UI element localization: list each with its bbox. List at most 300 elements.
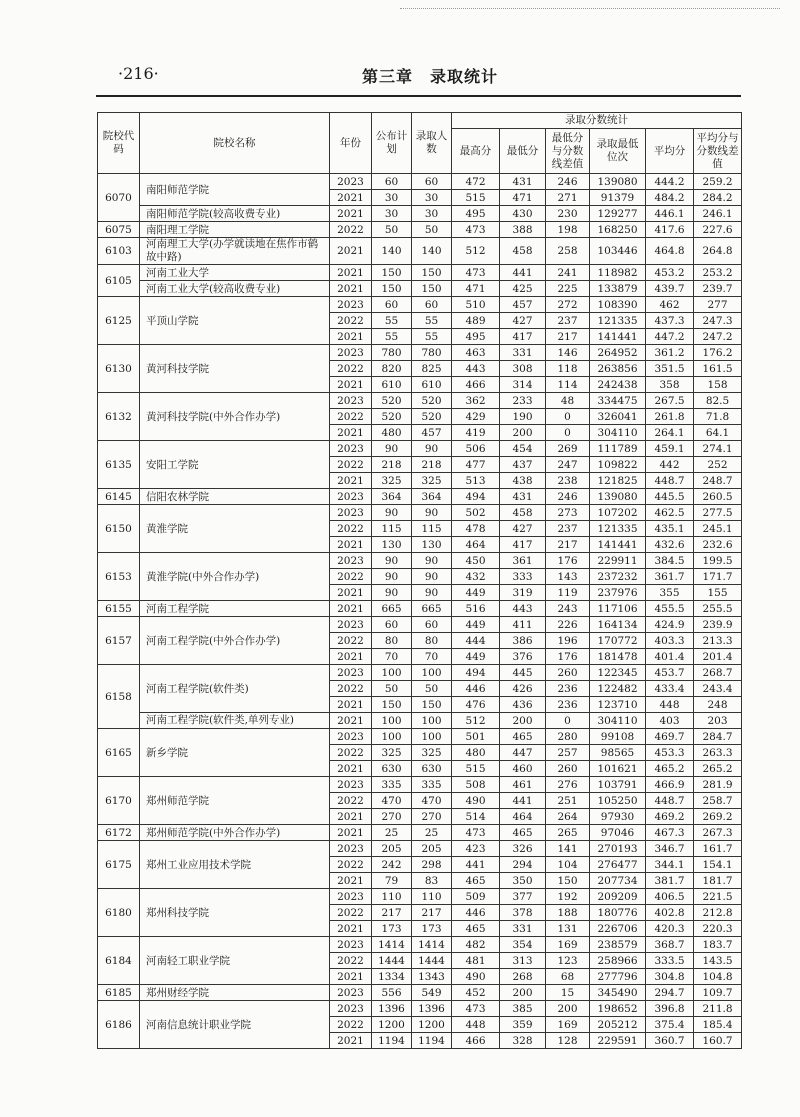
- cell-school-name: 南阳师范学院(较高收费专业): [140, 206, 330, 222]
- cell-school-name: 新乡学院: [140, 729, 330, 777]
- cell-min-diff: 118: [546, 361, 590, 377]
- cell-min-rank: 101621: [590, 761, 646, 777]
- cell-admitted: 130: [412, 537, 452, 553]
- cell-avg: 368.7: [646, 937, 694, 953]
- cell-avg: 375.4: [646, 1017, 694, 1033]
- cell-min: 377: [500, 889, 546, 905]
- cell-year: 2023: [330, 617, 372, 633]
- cell-plan: 480: [372, 425, 412, 441]
- cell-year: 2021: [330, 206, 372, 222]
- table-row: [98, 729, 742, 745]
- cell-min: 447: [500, 745, 546, 761]
- col-header-min-diff: 最低分与分数线差值: [546, 129, 590, 174]
- cell-avg: 420.3: [646, 921, 694, 937]
- table-row: [98, 206, 742, 222]
- cell-year: 2023: [330, 937, 372, 953]
- cell-avg: 448.7: [646, 793, 694, 809]
- cell-year: 2022: [330, 521, 372, 537]
- cell-plan: 780: [372, 345, 412, 361]
- cell-max: 449: [452, 649, 500, 665]
- cell-admitted: 110: [412, 889, 452, 905]
- cell-avg: 267.5: [646, 393, 694, 409]
- cell-min-diff: 141: [546, 841, 590, 857]
- cell-year: 2022: [330, 745, 372, 761]
- cell-plan: 60: [372, 617, 412, 633]
- cell-plan: 325: [372, 745, 412, 761]
- cell-year: 2023: [330, 777, 372, 793]
- cell-plan: 100: [372, 729, 412, 745]
- cell-admitted: 780: [412, 345, 452, 361]
- cell-year: 2023: [330, 393, 372, 409]
- cell-plan: 79: [372, 873, 412, 889]
- table-row: [98, 393, 742, 409]
- cell-avg-diff: 203: [694, 713, 742, 729]
- cell-plan: 242: [372, 857, 412, 873]
- cell-max: 450: [452, 553, 500, 569]
- cell-min-diff: 123: [546, 953, 590, 969]
- cell-avg: 467.3: [646, 825, 694, 841]
- table-row: [98, 297, 742, 313]
- cell-min-rank: 242438: [590, 377, 646, 393]
- table-row: [98, 713, 742, 729]
- cell-avg-diff: 248: [694, 697, 742, 713]
- page-number: ·216·: [118, 64, 159, 83]
- cell-avg: 462.5: [646, 505, 694, 521]
- cell-min: 385: [500, 1001, 546, 1017]
- cell-min-diff: 196: [546, 633, 590, 649]
- cell-avg-diff: 176.2: [694, 345, 742, 361]
- cell-plan: 1444: [372, 953, 412, 969]
- cell-avg: 439.7: [646, 281, 694, 297]
- cell-avg: 406.5: [646, 889, 694, 905]
- cell-plan: 150: [372, 265, 412, 281]
- cell-plan: 30: [372, 190, 412, 206]
- cell-avg-diff: 239.7: [694, 281, 742, 297]
- cell-min: 200: [500, 985, 546, 1001]
- cell-min-diff: 260: [546, 665, 590, 681]
- cell-year: 2021: [330, 969, 372, 985]
- cell-avg: 445.5: [646, 489, 694, 505]
- cell-avg: 455.5: [646, 601, 694, 617]
- cell-max: 444: [452, 633, 500, 649]
- cell-plan: 325: [372, 473, 412, 489]
- cell-admitted: 60: [412, 174, 452, 190]
- cell-plan: 665: [372, 601, 412, 617]
- cell-max: 446: [452, 681, 500, 697]
- cell-min-diff: 247: [546, 457, 590, 473]
- cell-min-rank: 108390: [590, 297, 646, 313]
- cell-min-rank: 107202: [590, 505, 646, 521]
- table-row: [98, 841, 742, 857]
- cell-min: 200: [500, 425, 546, 441]
- cell-min: 350: [500, 873, 546, 889]
- cell-min-rank: 263856: [590, 361, 646, 377]
- cell-min-diff: 265: [546, 825, 590, 841]
- cell-school-name: 黄河科技学院: [140, 345, 330, 393]
- cell-min-rank: 168250: [590, 222, 646, 238]
- cell-avg-diff: 201.4: [694, 649, 742, 665]
- cell-year: 2022: [330, 633, 372, 649]
- cell-plan: 520: [372, 393, 412, 409]
- cell-plan: 150: [372, 281, 412, 297]
- cell-min: 464: [500, 809, 546, 825]
- cell-year: 2022: [330, 857, 372, 873]
- table-row: [98, 222, 742, 238]
- cell-min-diff: 217: [546, 537, 590, 553]
- cell-admitted: 90: [412, 585, 452, 601]
- cell-min: 425: [500, 281, 546, 297]
- cell-min: 190: [500, 409, 546, 425]
- cell-min: 441: [500, 265, 546, 281]
- table-row: [98, 489, 742, 505]
- cell-min-diff: 258: [546, 238, 590, 265]
- cell-admitted: 100: [412, 665, 452, 681]
- cell-plan: 50: [372, 222, 412, 238]
- cell-min-rank: 122482: [590, 681, 646, 697]
- cell-min-diff: 143: [546, 569, 590, 585]
- cell-avg: 464.8: [646, 238, 694, 265]
- cell-code: 6070: [98, 174, 140, 222]
- cell-avg: 351.5: [646, 361, 694, 377]
- col-header-avg: 平均分: [646, 129, 694, 174]
- cell-min-diff: 230: [546, 206, 590, 222]
- cell-min-rank: 270193: [590, 841, 646, 857]
- cell-avg: 448: [646, 697, 694, 713]
- cell-min: 431: [500, 489, 546, 505]
- cell-min-rank: 205212: [590, 1017, 646, 1033]
- cell-plan: 90: [372, 441, 412, 457]
- table-row: [98, 665, 742, 681]
- cell-avg: 261.8: [646, 409, 694, 425]
- cell-max: 465: [452, 921, 500, 937]
- cell-plan: 90: [372, 553, 412, 569]
- cell-avg-diff: 221.5: [694, 889, 742, 905]
- cell-min-diff: 271: [546, 190, 590, 206]
- cell-plan: 556: [372, 985, 412, 1001]
- cell-max: 516: [452, 601, 500, 617]
- chapter-title: 第三章 录取统计: [362, 67, 499, 86]
- cell-min-rank: 209209: [590, 889, 646, 905]
- cell-year: 2021: [330, 537, 372, 553]
- cell-plan: 1200: [372, 1017, 412, 1033]
- col-header-code: 院校代码: [98, 113, 140, 174]
- col-header-min-rank: 录取最低位次: [590, 129, 646, 174]
- cell-year: 2021: [330, 585, 372, 601]
- cell-school-name: 信阳农林学院: [140, 489, 330, 505]
- cell-min: 465: [500, 825, 546, 841]
- cell-admitted: 325: [412, 473, 452, 489]
- cell-min-rank: 304110: [590, 425, 646, 441]
- cell-year: 2021: [330, 265, 372, 281]
- cell-avg: 384.5: [646, 553, 694, 569]
- cell-min: 443: [500, 601, 546, 617]
- cell-plan: 173: [372, 921, 412, 937]
- cell-avg-diff: 109.7: [694, 985, 742, 1001]
- col-header-year: 年份: [330, 113, 372, 174]
- cell-min-rank: 129277: [590, 206, 646, 222]
- cell-year: 2021: [330, 238, 372, 265]
- cell-avg: 294.7: [646, 985, 694, 1001]
- cell-min-rank: 304110: [590, 713, 646, 729]
- cell-avg: 381.7: [646, 873, 694, 889]
- cell-year: 2022: [330, 905, 372, 921]
- cell-avg-diff: 252: [694, 457, 742, 473]
- cell-plan: 820: [372, 361, 412, 377]
- cell-year: 2023: [330, 1001, 372, 1017]
- cell-admitted: 100: [412, 729, 452, 745]
- cell-max: 472: [452, 174, 500, 190]
- cell-code: 6135: [98, 441, 140, 489]
- cell-admitted: 150: [412, 265, 452, 281]
- cell-min-rank: 170772: [590, 633, 646, 649]
- cell-min: 441: [500, 793, 546, 809]
- cell-admitted: 90: [412, 569, 452, 585]
- cell-max: 466: [452, 1033, 500, 1049]
- cell-admitted: 205: [412, 841, 452, 857]
- cell-min: 378: [500, 905, 546, 921]
- cell-admitted: 50: [412, 222, 452, 238]
- cell-min: 233: [500, 393, 546, 409]
- cell-plan: 630: [372, 761, 412, 777]
- cell-plan: 30: [372, 206, 412, 222]
- cell-min: 376: [500, 649, 546, 665]
- cell-avg-diff: 284.2: [694, 190, 742, 206]
- col-header-max: 最高分: [452, 129, 500, 174]
- cell-avg: 437.3: [646, 313, 694, 329]
- cell-min: 200: [500, 713, 546, 729]
- cell-year: 2022: [330, 409, 372, 425]
- cell-avg-diff: 268.7: [694, 665, 742, 681]
- cell-min-rank: 141441: [590, 329, 646, 345]
- cell-min-rank: 180776: [590, 905, 646, 921]
- cell-school-name: 黄淮学院(中外合作办学): [140, 553, 330, 601]
- cell-min-rank: 198652: [590, 1001, 646, 1017]
- cell-year: 2023: [330, 553, 372, 569]
- cell-avg-diff: 213.3: [694, 633, 742, 649]
- cell-avg-diff: 64.1: [694, 425, 742, 441]
- cell-school-name: 河南工程学院(软件类): [140, 665, 330, 713]
- cell-avg: 403: [646, 713, 694, 729]
- cell-avg-diff: 259.2: [694, 174, 742, 190]
- cell-code: 6158: [98, 665, 140, 729]
- cell-code: 6155: [98, 601, 140, 617]
- cell-year: 2021: [330, 281, 372, 297]
- cell-min-diff: 246: [546, 174, 590, 190]
- cell-school-name: 河南工程学院: [140, 601, 330, 617]
- cell-min: 458: [500, 505, 546, 521]
- cell-min-diff: 238: [546, 473, 590, 489]
- cell-max: 473: [452, 1001, 500, 1017]
- cell-avg-diff: 143.5: [694, 953, 742, 969]
- cell-min-diff: 226: [546, 617, 590, 633]
- cell-avg: 344.1: [646, 857, 694, 873]
- admission-score-table: [97, 112, 742, 1049]
- cell-min-rank: 123710: [590, 697, 646, 713]
- cell-avg-diff: 171.7: [694, 569, 742, 585]
- cell-avg-diff: 183.7: [694, 937, 742, 953]
- cell-max: 463: [452, 345, 500, 361]
- cell-avg: 442: [646, 457, 694, 473]
- cell-min: 427: [500, 521, 546, 537]
- cell-year: 2022: [330, 569, 372, 585]
- cell-min-diff: 236: [546, 697, 590, 713]
- cell-admitted: 60: [412, 297, 452, 313]
- cell-plan: 50: [372, 681, 412, 697]
- cell-avg-diff: 212.8: [694, 905, 742, 921]
- cell-min: 426: [500, 681, 546, 697]
- cell-admitted: 610: [412, 377, 452, 393]
- cell-code: 6157: [98, 617, 140, 665]
- cell-plan: 150: [372, 697, 412, 713]
- cell-min-diff: 146: [546, 345, 590, 361]
- cell-min: 326: [500, 841, 546, 857]
- cell-min-diff: 176: [546, 649, 590, 665]
- cell-plan: 1334: [372, 969, 412, 985]
- cell-min: 436: [500, 697, 546, 713]
- cell-min-diff: 0: [546, 425, 590, 441]
- cell-year: 2021: [330, 873, 372, 889]
- cell-plan: 90: [372, 505, 412, 521]
- cell-min: 386: [500, 633, 546, 649]
- cell-min-diff: 273: [546, 505, 590, 521]
- cell-year: 2023: [330, 297, 372, 313]
- cell-plan: 140: [372, 238, 412, 265]
- table-row: [98, 265, 742, 281]
- col-header-avg-diff: 平均分与分数线差值: [694, 129, 742, 174]
- cell-avg-diff: 269.2: [694, 809, 742, 825]
- cell-max: 515: [452, 761, 500, 777]
- cell-admitted: 1396: [412, 1001, 452, 1017]
- cell-min-rank: 229591: [590, 1033, 646, 1049]
- cell-avg-diff: 154.1: [694, 857, 742, 873]
- cell-admitted: 457: [412, 425, 452, 441]
- cell-year: 2021: [330, 921, 372, 937]
- cell-min: 333: [500, 569, 546, 585]
- cell-min-diff: 237: [546, 521, 590, 537]
- cell-min: 354: [500, 937, 546, 953]
- cell-avg: 469.2: [646, 809, 694, 825]
- cell-min-rank: 103446: [590, 238, 646, 265]
- cell-plan: 1194: [372, 1033, 412, 1049]
- cell-max: 514: [452, 809, 500, 825]
- cell-year: 2021: [330, 377, 372, 393]
- cell-code: 6184: [98, 937, 140, 985]
- cell-plan: 1414: [372, 937, 412, 953]
- cell-year: 2022: [330, 361, 372, 377]
- cell-min: 457: [500, 297, 546, 313]
- cell-min-diff: 128: [546, 1033, 590, 1049]
- cell-min: 465: [500, 729, 546, 745]
- cell-year: 2022: [330, 793, 372, 809]
- cell-max: 506: [452, 441, 500, 457]
- cell-max: 423: [452, 841, 500, 857]
- cell-plan: 335: [372, 777, 412, 793]
- cell-avg-diff: 239.9: [694, 617, 742, 633]
- cell-max: 482: [452, 937, 500, 953]
- cell-year: 2023: [330, 985, 372, 1001]
- cell-max: 510: [452, 297, 500, 313]
- table-row: [98, 174, 742, 190]
- cell-min-diff: 237: [546, 313, 590, 329]
- cell-min-rank: 326041: [590, 409, 646, 425]
- cell-min-rank: 121335: [590, 521, 646, 537]
- cell-school-name: 河南轻工职业学院: [140, 937, 330, 985]
- cell-max: 452: [452, 985, 500, 1001]
- cell-year: 2023: [330, 505, 372, 521]
- cell-max: 465: [452, 873, 500, 889]
- cell-avg: 333.5: [646, 953, 694, 969]
- table-row: [98, 553, 742, 569]
- cell-max: 490: [452, 969, 500, 985]
- cell-min-rank: 229911: [590, 553, 646, 569]
- cell-avg: 466.9: [646, 777, 694, 793]
- cell-year: 2021: [330, 761, 372, 777]
- cell-year: 2022: [330, 313, 372, 329]
- cell-avg: 444.2: [646, 174, 694, 190]
- cell-admitted: 140: [412, 238, 452, 265]
- cell-max: 476: [452, 697, 500, 713]
- cell-school-name: 南阳理工学院: [140, 222, 330, 238]
- cell-max: 489: [452, 313, 500, 329]
- cell-avg-diff: 181.7: [694, 873, 742, 889]
- cell-admitted: 1444: [412, 953, 452, 969]
- cell-min-diff: 176: [546, 553, 590, 569]
- cell-min: 438: [500, 473, 546, 489]
- cell-admitted: 630: [412, 761, 452, 777]
- cell-avg: 465.2: [646, 761, 694, 777]
- cell-school-name: 河南信息统计职业学院: [140, 1001, 330, 1049]
- cell-min-rank: 276477: [590, 857, 646, 873]
- cell-min-rank: 118982: [590, 265, 646, 281]
- cell-plan: 60: [372, 297, 412, 313]
- cell-avg-diff: 277: [694, 297, 742, 313]
- cell-avg-diff: 247.2: [694, 329, 742, 345]
- cell-plan: 100: [372, 665, 412, 681]
- cell-min-diff: 236: [546, 681, 590, 697]
- table-row: [98, 281, 742, 297]
- cell-avg: 360.7: [646, 1033, 694, 1049]
- cell-min-rank: 122345: [590, 665, 646, 681]
- cell-avg-diff: 104.8: [694, 969, 742, 985]
- cell-avg: 358: [646, 377, 694, 393]
- cell-admitted: 1414: [412, 937, 452, 953]
- cell-school-name: 河南工业大学(较高收费专业): [140, 281, 330, 297]
- cell-avg: 346.7: [646, 841, 694, 857]
- cell-min-rank: 258966: [590, 953, 646, 969]
- cell-avg-diff: 265.2: [694, 761, 742, 777]
- cell-avg: 433.4: [646, 681, 694, 697]
- cell-avg-diff: 158: [694, 377, 742, 393]
- col-header-score-group: 录取分数统计: [452, 113, 742, 129]
- cell-avg: 435.1: [646, 521, 694, 537]
- cell-min-diff: 241: [546, 265, 590, 281]
- col-header-admitted: 录取人数: [412, 113, 452, 174]
- cell-min-diff: 198: [546, 222, 590, 238]
- cell-min-rank: 91379: [590, 190, 646, 206]
- cell-min-rank: 97046: [590, 825, 646, 841]
- cell-admitted: 270: [412, 809, 452, 825]
- cell-min-rank: 121335: [590, 313, 646, 329]
- cell-year: 2023: [330, 345, 372, 361]
- cell-max: 495: [452, 206, 500, 222]
- cell-min: 319: [500, 585, 546, 601]
- cell-min: 417: [500, 329, 546, 345]
- cell-school-name: 平顶山学院: [140, 297, 330, 345]
- cell-max: 473: [452, 265, 500, 281]
- cell-admitted: 80: [412, 633, 452, 649]
- cell-min: 308: [500, 361, 546, 377]
- cell-max: 508: [452, 777, 500, 793]
